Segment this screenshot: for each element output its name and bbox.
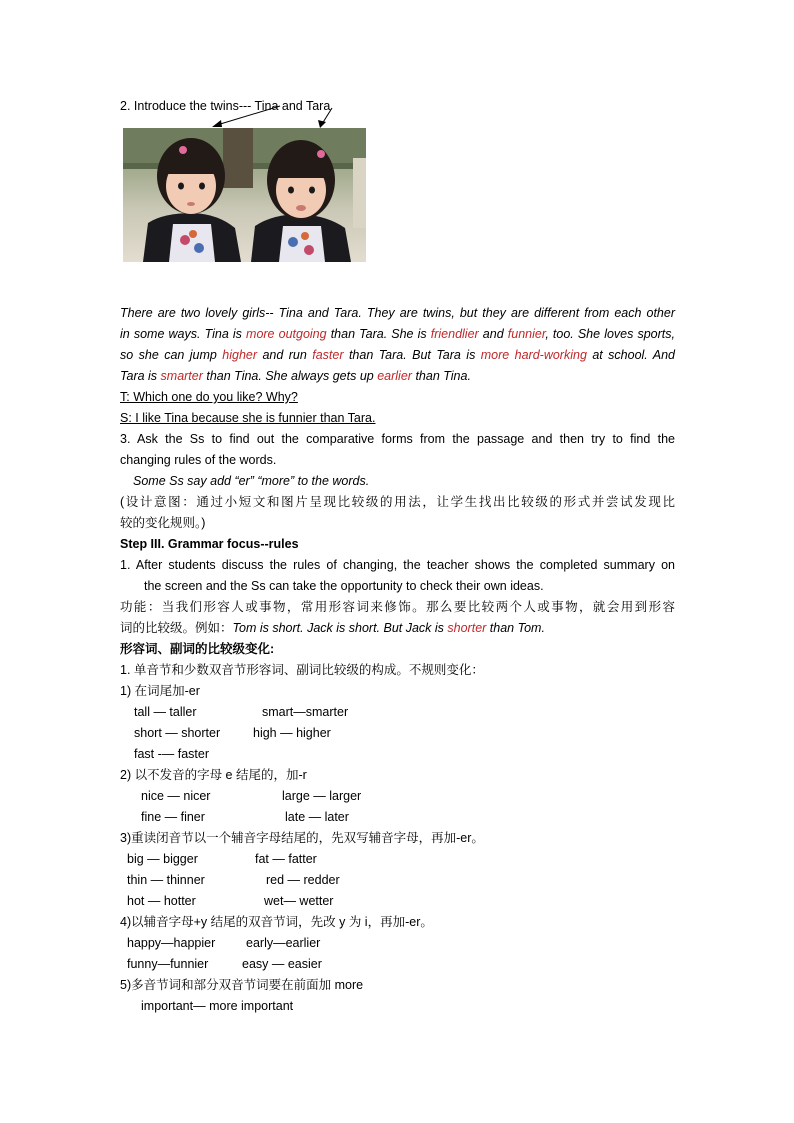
rule-4: 4)以辅音字母+y 结尾的双音节词，先改 y 为 i，再加-er。 bbox=[120, 915, 433, 929]
rule-3-example: wet— wetter bbox=[264, 894, 334, 908]
rule-3-example: thin — thinner bbox=[127, 873, 205, 887]
rule-4-example: easy — easier bbox=[242, 957, 322, 971]
rule-1-example: smart—smarter bbox=[262, 705, 349, 719]
rule-2-example: fine — finer bbox=[141, 810, 205, 824]
dialogue-student: S: I like Tina because she is funnier than Tara. bbox=[120, 411, 376, 425]
passage-line-3: so she can jump higher and run faster than Tara. But Tara is more hard-working at school. And bbox=[120, 348, 675, 362]
rule-3-example: fat — fatter bbox=[255, 852, 317, 866]
rule-1-example: high — higher bbox=[253, 726, 331, 740]
rule-4-example: happy—happier bbox=[127, 936, 216, 950]
step3-heading: Step III. Grammar focus--rules bbox=[120, 537, 299, 551]
rule-3-example: big — bigger bbox=[127, 852, 198, 866]
function-line-1: 功能：当我们形容人或事物，常用形容词来修饰。那么要比较两个人或事物，就会用到形容 bbox=[120, 600, 675, 614]
item3-line-3: Some Ss say add “er” “more” to the words. bbox=[133, 474, 370, 488]
rule-1-example: short — shorter bbox=[134, 726, 221, 740]
design-intent-line-2: 较的变化规则。) bbox=[120, 516, 206, 530]
rules-intro: 1. 单音节和少数双音节形容词、副词比较级的构成。不规则变化： bbox=[120, 663, 484, 677]
rules-heading: 形容词、副词的比较级变化: bbox=[120, 642, 275, 656]
passage-line-2: in some ways. Tina is more outgoing than Tara. She is friendlier and funnier, too. She loves sports, bbox=[120, 327, 675, 341]
passage-line-1: There are two lovely girls-- Tina and Tara. They are twins, but they are different from each other bbox=[120, 306, 675, 320]
rule-2: 2) 以不发音的字母 e 结尾的，加-r bbox=[120, 768, 307, 782]
rule-1-example: fast -— faster bbox=[134, 747, 210, 761]
item3-line-2: changing rules of the words. bbox=[120, 453, 277, 467]
design-intent-line-1: (设计意图：通过小短文和图片呈现比较级的用法，让学生找出比较级的形式并尝试发现比 bbox=[120, 495, 675, 509]
rule-3: 3)重读闭音节以一个辅音字母结尾的，先双写辅音字母，再加-er。 bbox=[120, 831, 484, 845]
step3-item1-line-1: 1. After students discuss the rules of changing, the teacher shows the completed summary on bbox=[120, 558, 675, 572]
rule-5: 5)多音节词和部分双音节词要在前面加 more bbox=[120, 978, 364, 992]
section-title: 2. Introduce the twins--- Tina and Tara bbox=[120, 99, 331, 113]
function-line-2: 词的比较级。例如：Tom is short. Jack is short. But Jack is shorter than Tom. bbox=[120, 621, 545, 635]
dialogue-teacher: T: Which one do you like? Why? bbox=[120, 390, 298, 404]
rule-5-example: important— more important bbox=[141, 999, 294, 1013]
rule-2-example: large — larger bbox=[282, 789, 362, 803]
rule-2-example: late — later bbox=[285, 810, 349, 824]
rule-1: 1) 在词尾加-er bbox=[120, 684, 200, 698]
rule-4-example: early—earlier bbox=[246, 936, 321, 950]
twins-photo bbox=[123, 128, 366, 262]
item3-line-1: 3. Ask the Ss to find out the comparative forms from the passage and then try to find the bbox=[120, 432, 675, 446]
passage-line-4: Tara is smarter than Tina. She always gets up earlier than Tina. bbox=[120, 369, 471, 383]
step3-item1-line-2: the screen and the Ss can take the opportunity to check their own ideas. bbox=[144, 579, 544, 593]
rule-1-example: tall — taller bbox=[134, 705, 197, 719]
rule-3-example: red — redder bbox=[266, 873, 340, 887]
rule-2-example: nice — nicer bbox=[141, 789, 211, 803]
rule-4-example: funny—funnier bbox=[127, 957, 209, 971]
rule-3-example: hot — hotter bbox=[127, 894, 196, 908]
